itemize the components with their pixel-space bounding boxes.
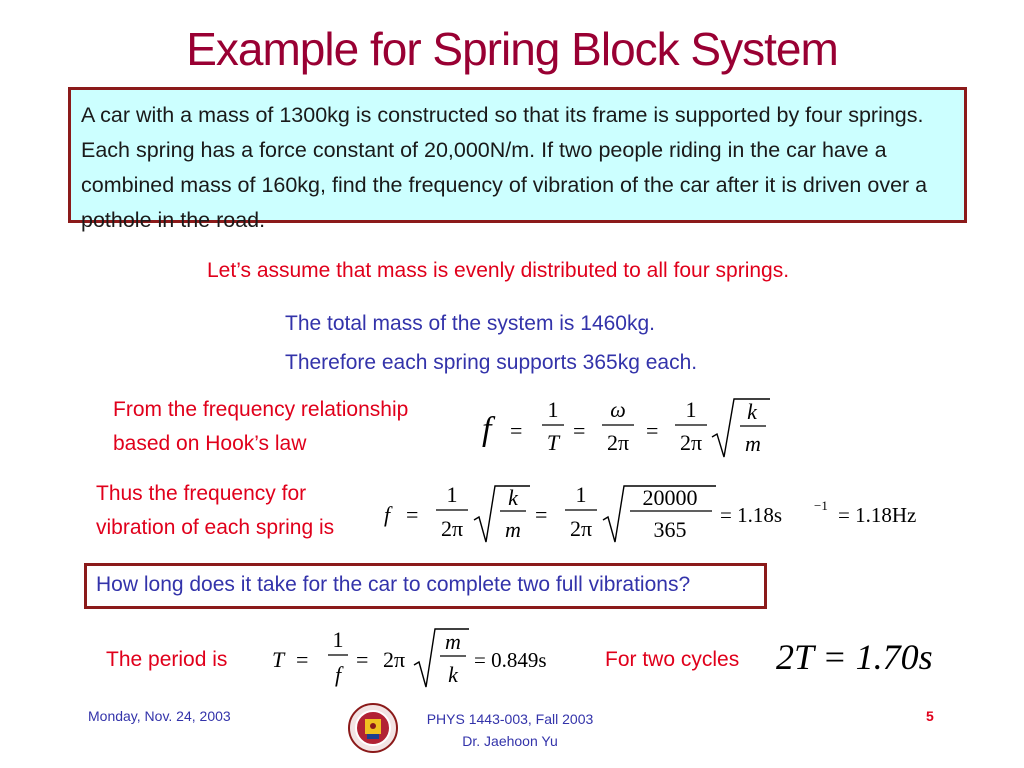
eq2-sqrt-k: k	[508, 485, 518, 510]
period-label: The period is	[106, 648, 228, 671]
period-equation	[268, 625, 598, 695]
eq1-equals-3: =	[646, 418, 659, 443]
eq2-sqrt-m: m	[505, 517, 521, 542]
eq3-T: T	[272, 647, 285, 672]
eq1-den-2pi-b: 2π	[679, 430, 703, 455]
university-seal-icon	[347, 702, 399, 754]
thus-line2: vibration of each spring is	[96, 516, 335, 539]
question-box	[84, 563, 767, 609]
eq1-num-omega: ω	[610, 397, 626, 422]
spring-frequency-equation	[380, 480, 960, 550]
two-cycles-label: For two cycles	[605, 648, 740, 671]
eq3-den-f: f	[334, 662, 342, 687]
eq1-den-T: T	[546, 430, 560, 455]
eq2-sqrt-den: 365	[653, 517, 687, 542]
eq3-2pi: 2π	[383, 647, 406, 672]
slide-title: Example for Spring Block System	[186, 23, 838, 75]
eq2-sqrt-num: 20000	[642, 485, 698, 510]
eq3-equals-1: =	[296, 647, 309, 672]
eq1-sqrt-k: k	[747, 399, 757, 424]
freq-relation-line1: From the frequency relationship	[113, 398, 409, 421]
footer-course-block	[400, 708, 620, 752]
eq3-result: = 0.849s	[474, 648, 547, 672]
eq1-num-1: 1	[547, 397, 559, 422]
assumption-text: Let’s assume that mass is evenly distributed to all four springs.	[207, 259, 790, 282]
freq-relation-line2: based on Hook’s law	[113, 432, 307, 455]
eq2-den-2pi: 2π	[440, 516, 464, 541]
question-text: How long does it take for the car to complete two full vibrations?	[96, 573, 691, 596]
eq2-equals-1: =	[406, 502, 419, 527]
total-mass-text: The total mass of the system is 1460kg.	[285, 312, 656, 335]
eq2-num-1b: 1	[575, 482, 587, 507]
two-cycles-result: 2T = 1.70s	[776, 637, 933, 677]
eq2-f: f	[384, 502, 391, 527]
eq1-den-2pi: 2π	[606, 430, 630, 455]
eq3-sqrt-k: k	[448, 662, 458, 687]
eq1-equals-1: =	[510, 418, 523, 443]
eq1-sqrt-sign	[712, 399, 770, 457]
eq2-result-hz: = 1.18Hz	[838, 503, 917, 527]
eq1-num-1b: 1	[685, 397, 697, 422]
page-number: 5	[926, 708, 934, 724]
eq2-sqrt-sign-1	[474, 486, 530, 542]
footer-course: PHYS 1443-003, Fall 2003	[426, 711, 594, 727]
eq2-den-2pi-b: 2π	[569, 516, 593, 541]
eq3-equals-2: =	[356, 647, 369, 672]
eq2-num-1: 1	[446, 482, 458, 507]
eq2-result-exp: −1	[814, 498, 828, 513]
eq2-result-s: = 1.18s	[720, 503, 783, 527]
thus-label	[96, 477, 334, 545]
frequency-equation	[478, 395, 778, 465]
problem-box	[68, 87, 967, 232]
eq2-equals-2: =	[535, 502, 548, 527]
freq-relation-label	[113, 393, 408, 461]
eq1-sqrt-m: m	[745, 431, 761, 456]
footer-date: Monday, Nov. 24, 2003	[88, 708, 231, 724]
eq1-equals-2: =	[573, 418, 586, 443]
eq3-num-1: 1	[332, 627, 344, 652]
footer-instructor: Dr. Jaehoon Yu	[462, 733, 558, 749]
eq3-sqrt-m: m	[445, 629, 461, 654]
each-spring-text: Therefore each spring supports 365kg each.	[285, 351, 698, 374]
thus-line1: Thus the frequency for	[96, 482, 307, 505]
problem-text: A car with a mass of 1300kg is constructed so that its frame is supported by four springs. Each spring has a force constant of 20,000N/m. If two people riding in the car have a combined mass of 160kg, find the frequency of vibration of the car after it is driven over a pothole in the road.	[81, 103, 928, 232]
eq1-f: f	[482, 411, 492, 448]
